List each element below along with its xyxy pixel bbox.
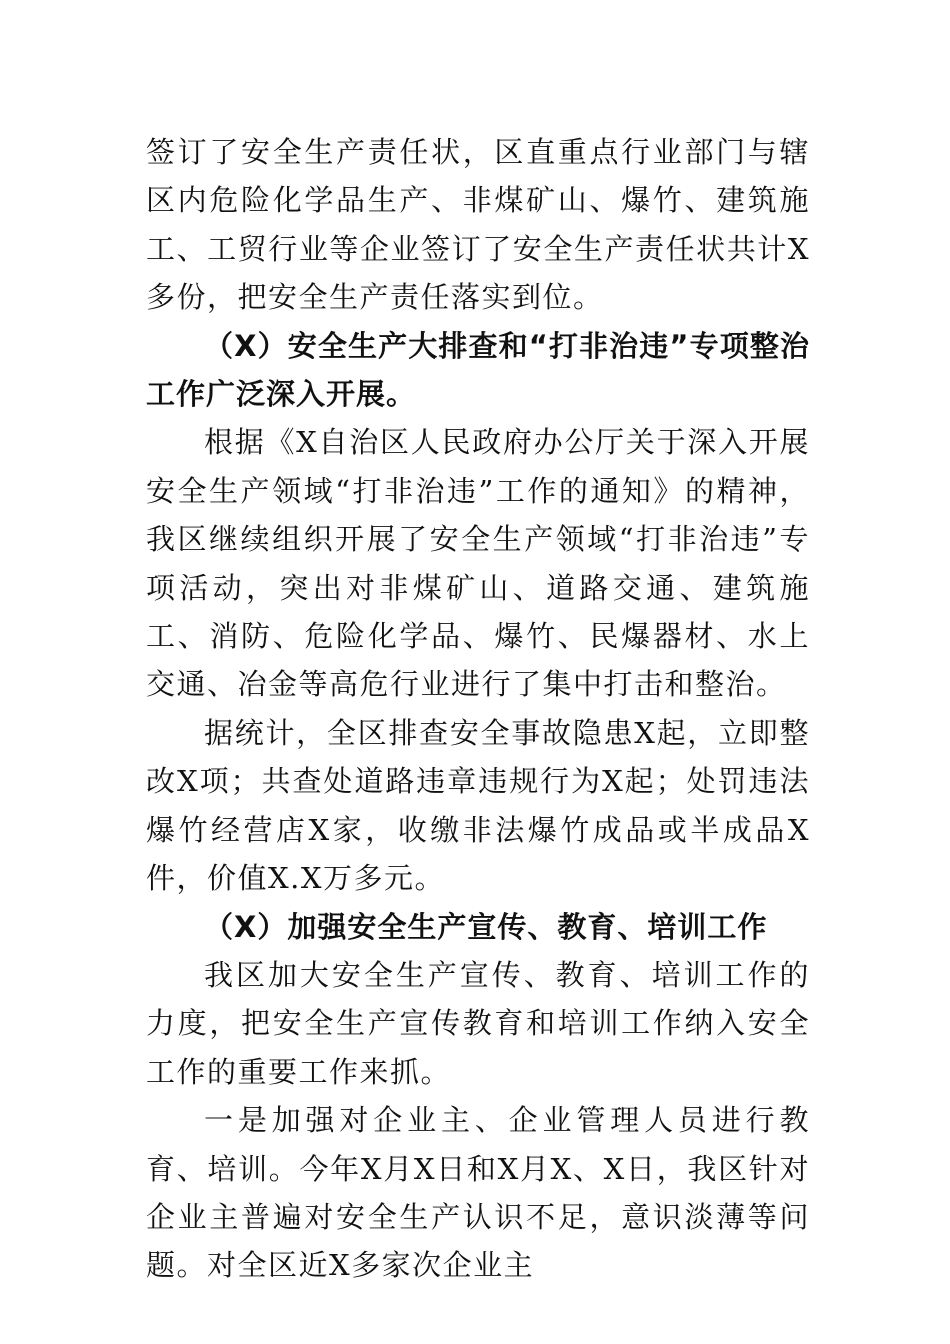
section-heading-inspection-campaign: （X）安全生产大排查和“打非治违”专项整治工作广泛深入开展。	[146, 328, 810, 412]
paragraph-training-effort: 我区加大安全生产宣传、教育、培训工作的力度，把安全生产宣传教育和培训工作纳入安全工作的重要工作来抓。	[146, 957, 810, 1089]
paragraph-statistics: 据统计，全区排查安全事故隐患X起，立即整改X项；共查处道路违章违规行为X起；处罚违法爆竹经营店X家，收缴非法爆竹成品或半成品X件，价值X.X万多元。	[146, 715, 810, 896]
paragraph-campaign-notice: 根据《X自治区人民政府办公厅关于深入开展安全生产领域“打非治违”工作的通知》的精神，我区继续组织开展了安全生产领域“打非治违”专项活动，突出对非煤矿山、道路交通、建筑施工、消防、危险化学品、爆竹、民爆器材、水上交通、冶金等高危行业进行了集中打击和整治。	[146, 425, 810, 702]
section-heading-publicity-training: （X）加强安全生产宣传、教育、培训工作	[204, 909, 768, 944]
paragraph-owner-training: 一是加强对企业主、企业管理人员进行教育、培训。今年X月X日和X月X、X日，我区针对企业主普遍对安全生产认识不足，意识淡薄等问题。对全区近X多家次企业主	[146, 1103, 810, 1283]
document-body	[146, 128, 810, 1290]
paragraph-responsibility-contracts: 签订了安全生产责任状，区直重点行业部门与辖区内危险化学品生产、非煤矿山、爆竹、建筑施工、工贸行业等企业签订了安全生产责任状共计X多份，把安全生产责任落实到位。	[146, 135, 810, 315]
